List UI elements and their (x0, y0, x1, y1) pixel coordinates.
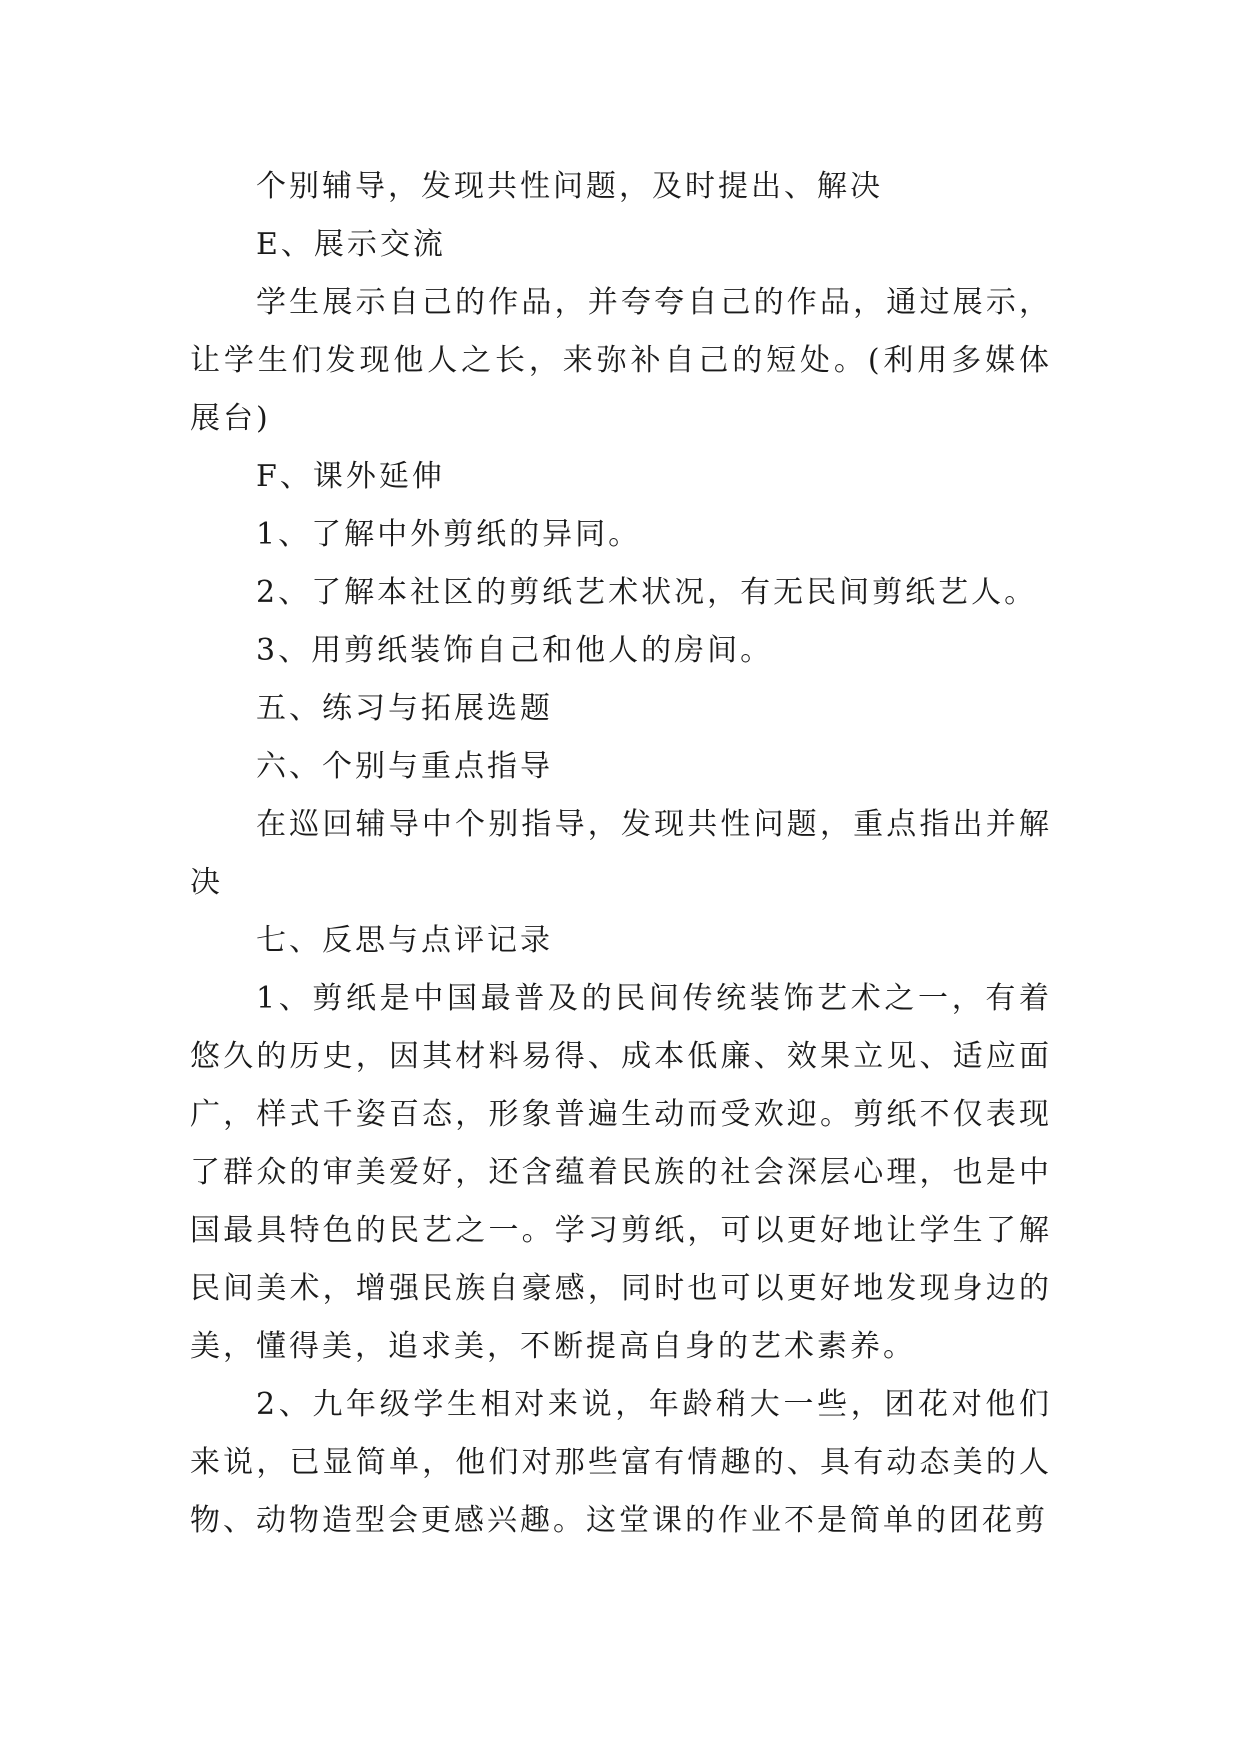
paragraph-guidance: 个别辅导，发现共性问题，及时提出、解决 (256, 169, 883, 204)
list-item-3: 3、用剪纸装饰自己和他人的房间。 (256, 633, 774, 668)
heading-section-5: 五、练习与拓展选题 (256, 691, 553, 726)
paragraph-individual-guidance: 在巡回辅导中个别指导，发现共性问题，重点指出并解决 (190, 807, 1052, 900)
document-body (190, 158, 1052, 1550)
heading-f-extension: F、课外延伸 (256, 459, 445, 494)
paragraph-display: 学生展示自己的作品，并夸夸自己的作品，通过展示，让学生们发现他人之长，来弥补自己的短处。(利用多媒体展台) (190, 285, 1052, 436)
heading-section-6: 六、个别与重点指导 (256, 749, 553, 784)
heading-e-display: E、展示交流 (256, 227, 446, 262)
list-item-2: 2、了解本社区的剪纸艺术状况，有无民间剪纸艺人。 (256, 575, 1038, 610)
list-item-1: 1、了解中外剪纸的异同。 (256, 517, 642, 552)
paragraph-reflection-1: 1、剪纸是中国最普及的民间传统装饰艺术之一，有着悠久的历史，因其材料易得、成本低廉、效果立见、适应面广，样式千姿百态，形象普遍生动而受欢迎。剪纸不仅表现了群众的审美爱好，还含蕴着民族的社会深层心理，也是中国最具特色的民艺之一。学习剪纸，可以更好地让学生了解民间美术，增强民族自豪感，同时也可以更好地发现身边的美，懂得美，追求美，不断提高自身的艺术素养。 (190, 981, 1052, 1364)
heading-section-7: 七、反思与点评记录 (256, 923, 553, 958)
paragraph-reflection-2: 2、九年级学生相对来说，年龄稍大一些，团花对他们来说，已显简单，他们对那些富有情趣的、具有动态美的人物、动物造型会更感兴趣。这堂课的作业不是简单的团花剪 (190, 1387, 1052, 1538)
